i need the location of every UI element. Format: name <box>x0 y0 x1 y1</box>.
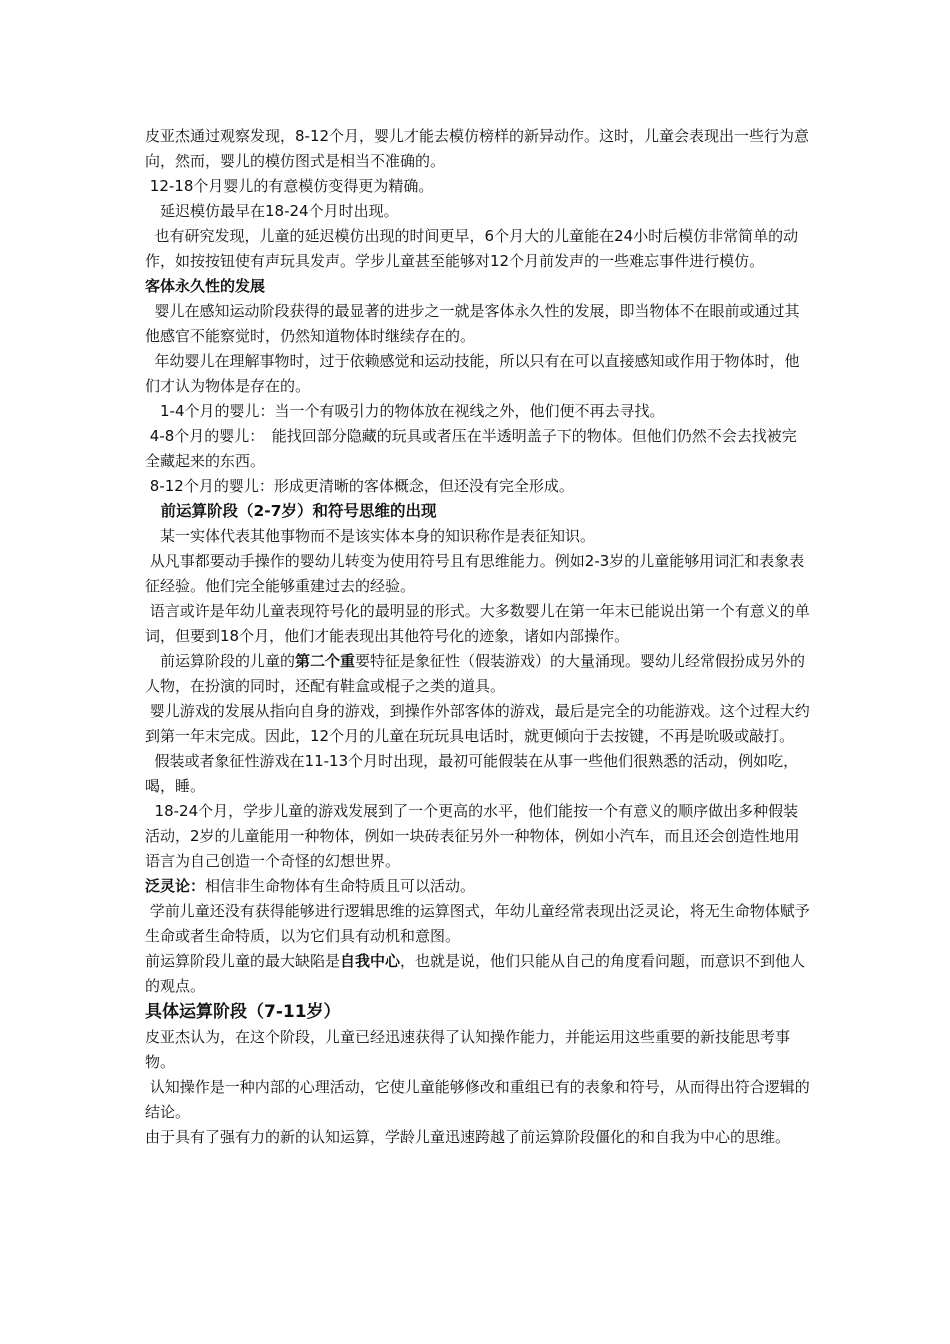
paragraph <box>145 874 810 899</box>
bold-run: 第二个重 <box>295 652 356 670</box>
paragraph: 12-18个月婴儿的有意模仿变得更为精确。 <box>145 177 434 195</box>
document-body <box>145 124 810 1150</box>
paragraph <box>145 649 810 699</box>
paragraph: 从凡事都要动手操作的婴幼儿转变为使用符号且有思维能力。例如2-3岁的儿童能够用词汇和表象表征经验。他们完全能够重建过去的经验。 <box>145 552 805 595</box>
paragraph: 也有研究发现，儿童的延迟模仿出现的时间更早，6个月大的儿童能在24小时后模仿非常简单的动作，如按按钮使有声玩具发声。学步儿童甚至能够对12个月前发声的一些难忘事件进行模仿。 <box>145 227 799 270</box>
bold-run: 自我中心 <box>340 952 401 970</box>
paragraph: 4-8个月的婴儿： 能找回部分隐藏的玩具或者压在半透明盖子下的物体。但他们仍然不会去找被完全藏起来的东西。 <box>145 427 797 470</box>
paragraph: 年幼婴儿在理解事物时，过于依赖感觉和运动技能，所以只有在可以直接感知或作用于物体时，他们才认为物体是存在的。 <box>145 352 800 395</box>
paragraph: 语言或许是年幼儿童表现符号化的最明显的形式。大多数婴儿在第一年末已能说出第一个有意义的单词，但要到18个月，他们才能表现出其他符号化的迹象，诸如内部操作。 <box>145 602 810 645</box>
paragraph: 假装或者象征性游戏在11-13个月时出现，最初可能假装在从事一些他们很熟悉的活动，例如吃，喝，睡。 <box>145 752 799 795</box>
section-heading: 客体永久性的发展 <box>145 277 266 295</box>
paragraph: 某一实体代表其他事物而不是该实体本身的知识称作是表征知识。 <box>145 527 596 545</box>
text-run: 前运算阶段的儿童的 <box>145 652 296 670</box>
paragraph: 学前儿童还没有获得能够进行逻辑思维的运算图式，年幼儿童经常表现出泛灵论，将无生命物体赋予生命或者生命特质，以为它们具有动机和意图。 <box>145 902 810 945</box>
paragraph: 由于具有了强有力的新的认知运算，学龄儿童迅速跨越了前运算阶段僵化的和自我为中心的思维。 <box>145 1128 791 1146</box>
paragraph: 皮亚杰通过观察发现，8-12个月，婴儿才能去模仿榜样的新异动作。这时，儿童会表现出一些行为意向，然而，婴儿的模仿图式是相当不准确的。 <box>145 127 810 170</box>
paragraph: 1-4个月的婴儿：当一个有吸引力的物体放在视线之外，他们便不再去寻找。 <box>145 402 665 420</box>
text-run: 要特征是象征性（假装游戏）的大量涌现。婴幼儿经常假扮成另外的人物，在扮演的同时，还配有鞋盒或棍子之类的道具。 <box>145 652 806 695</box>
paragraph: 皮亚杰认为，在这个阶段，儿童已经迅速获得了认知操作能力，并能运用这些重要的新技能思考事物。 <box>145 1028 791 1071</box>
text-run: ，也就是说，他们只能从自己的角度看问题，而意识不到他人的观点。 <box>145 952 806 995</box>
paragraph: 婴儿在感知运动阶段获得的最显著的进步之一就是客体永久性的发展，即当物体不在眼前或通过其他感官不能察觉时，仍然知道物体时继续存在的。 <box>145 302 800 345</box>
section-heading: 具体运算阶段（7-11岁） <box>145 1002 341 1022</box>
paragraph: 18-24个月，学步儿童的游戏发展到了一个更高的水平，他们能按一个有意义的顺序做出多种假装活动，2岁的儿童能用一种物体，例如一块砖表征另外一种物体，例如小汽车，而且还会创造性地用语言为自己创造一个奇怪的幻想世界。 <box>145 802 800 870</box>
term-definition: 相信非生命物体有生命特质且可以活动。 <box>205 877 476 895</box>
text-run: 前运算阶段儿童的最大缺陷是 <box>145 952 341 970</box>
paragraph: 延迟模仿最早在18-24个月时出现。 <box>145 202 399 220</box>
paragraph: 认知操作是一种内部的心理活动，它使儿童能够修改和重组已有的表象和符号，从而得出符合逻辑的结论。 <box>145 1078 810 1121</box>
paragraph: 8-12个月的婴儿：形成更清晰的客体概念，但还没有完全形成。 <box>145 477 574 495</box>
paragraph: 婴儿游戏的发展从指向自身的游戏，到操作外部客体的游戏，最后是完全的功能游戏。这个过程大约到第一年末完成。因此，12个月的儿童在玩玩具电话时，就更倾向于去按键，不再是吮吸或敲打。 <box>145 702 810 745</box>
paragraph <box>145 949 810 999</box>
term-label: 泛灵论： <box>145 877 206 895</box>
section-heading: 前运算阶段（2-7岁）和符号思维的出现 <box>145 502 437 520</box>
